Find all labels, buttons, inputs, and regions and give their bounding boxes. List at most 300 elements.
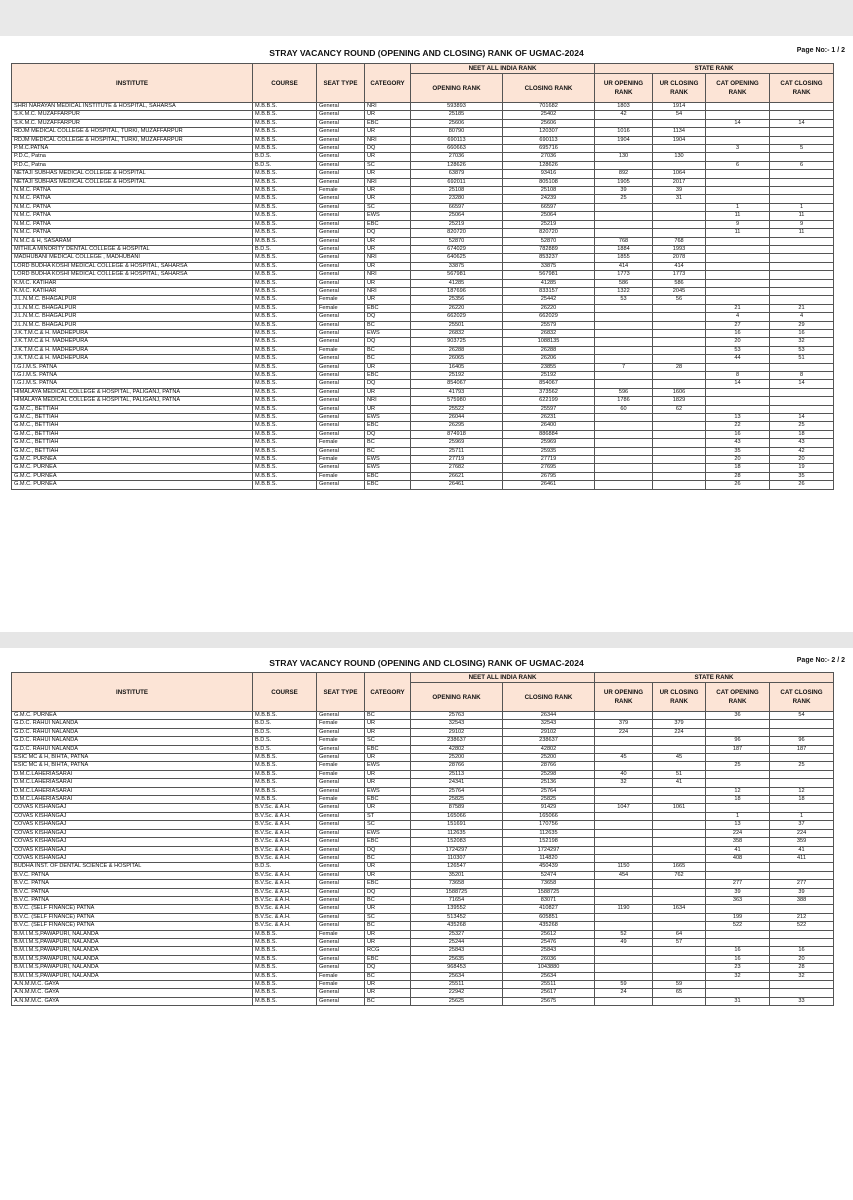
institute-cell: D.M.C.LAHERIASARAI bbox=[12, 770, 253, 778]
seat-type-cell: General bbox=[317, 103, 365, 111]
course-cell: B.V.Sc. & A.H. bbox=[253, 829, 317, 837]
opening-rank-cell: 80790 bbox=[411, 128, 503, 136]
ur-opening-rank-cell: 40 bbox=[595, 770, 653, 778]
opening-rank-cell: 674029 bbox=[411, 245, 503, 253]
opening-rank-cell: 575980 bbox=[411, 397, 503, 405]
institute-cell: BUDHA INST. OF DENTAL SCIENCE & HOSPITAL bbox=[12, 863, 253, 871]
closing-rank-cell: 820720 bbox=[503, 229, 595, 237]
cat-opening-rank-cell bbox=[706, 863, 770, 871]
opening-rank-cell: 660663 bbox=[411, 145, 503, 153]
table-row bbox=[12, 472, 834, 480]
cat-closing-rank-cell: 42 bbox=[770, 447, 834, 455]
table-row bbox=[12, 720, 834, 728]
cat-closing-rank-cell bbox=[770, 405, 834, 413]
seat-type-cell: General bbox=[317, 422, 365, 430]
seat-type-cell: General bbox=[317, 728, 365, 736]
opening-rank-cell: 25244 bbox=[411, 938, 503, 946]
course-cell: M.B.B.S. bbox=[253, 372, 317, 380]
cat-opening-rank-cell bbox=[706, 989, 770, 997]
ur-opening-rank-cell bbox=[595, 456, 653, 464]
seat-type-cell: Female bbox=[317, 972, 365, 980]
cat-closing-rank-cell bbox=[770, 863, 834, 871]
seat-type-cell: General bbox=[317, 271, 365, 279]
cat-closing-rank-cell: 8 bbox=[770, 372, 834, 380]
seat-type-cell: General bbox=[317, 481, 365, 489]
ur-closing-rank-cell: 2078 bbox=[653, 254, 706, 262]
table-row bbox=[12, 854, 834, 862]
seat-type-cell: General bbox=[317, 237, 365, 245]
category-cell: RCG bbox=[365, 947, 411, 955]
seat-type-cell: Female bbox=[317, 296, 365, 304]
course-cell: B.V.Sc. & A.H. bbox=[253, 821, 317, 829]
category-cell: UR bbox=[365, 187, 411, 195]
course-cell: M.B.B.S. bbox=[253, 212, 317, 220]
closing-rank-cell: 170756 bbox=[503, 821, 595, 829]
closing-rank-cell: 25476 bbox=[503, 938, 595, 946]
ur-opening-rank-cell bbox=[595, 414, 653, 422]
course-cell: M.B.B.S. bbox=[253, 279, 317, 287]
institute-cell: HIMALAYA MEDICAL COLLEGE & HOSPITAL, PALIGANJ, PATNA bbox=[12, 388, 253, 396]
institute-cell: N.M.C. PATNA bbox=[12, 229, 253, 237]
course-cell: M.B.B.S. bbox=[253, 770, 317, 778]
table-row bbox=[12, 128, 834, 136]
opening-rank-cell: 66597 bbox=[411, 203, 503, 211]
category-cell: UR bbox=[365, 262, 411, 270]
header-cat-opening-rank: CAT OPENING RANK bbox=[706, 74, 770, 103]
cat-closing-rank-cell bbox=[770, 930, 834, 938]
table-row bbox=[12, 439, 834, 447]
table-row bbox=[12, 329, 834, 337]
seat-type-cell: General bbox=[317, 779, 365, 787]
category-cell: EBC bbox=[365, 481, 411, 489]
seat-type-cell: General bbox=[317, 313, 365, 321]
opening-rank-cell: 26288 bbox=[411, 346, 503, 354]
institute-cell: NETAJI SUBHAS MEDICAL COLLEGE & HOSPITAL bbox=[12, 170, 253, 178]
seat-type-cell: General bbox=[317, 955, 365, 963]
ur-closing-rank-cell: 57 bbox=[653, 938, 706, 946]
table-row bbox=[12, 770, 834, 778]
header-category: CATEGORY bbox=[365, 673, 411, 712]
course-cell: M.B.B.S. bbox=[253, 296, 317, 304]
ur-closing-rank-cell: 1064 bbox=[653, 170, 706, 178]
institute-cell: S.K.M.C. MUZAFFARPUR bbox=[12, 119, 253, 127]
institute-cell: J.L.N.M.C. BHAGALPUR bbox=[12, 304, 253, 312]
category-cell: NRI bbox=[365, 136, 411, 144]
opening-rank-cell: 22942 bbox=[411, 989, 503, 997]
opening-rank-cell: 26621 bbox=[411, 472, 503, 480]
category-cell: DQ bbox=[365, 338, 411, 346]
category-cell: UR bbox=[365, 804, 411, 812]
table-row bbox=[12, 145, 834, 153]
seat-type-cell: General bbox=[317, 430, 365, 438]
course-cell: M.B.B.S. bbox=[253, 422, 317, 430]
seat-type-cell: General bbox=[317, 854, 365, 862]
opening-rank-cell: 52870 bbox=[411, 237, 503, 245]
ur-opening-rank-cell: 7 bbox=[595, 363, 653, 371]
table-row bbox=[12, 220, 834, 228]
cat-opening-rank-cell: 187 bbox=[706, 745, 770, 753]
course-cell: M.B.B.S. bbox=[253, 754, 317, 762]
cat-opening-rank-cell bbox=[706, 187, 770, 195]
opening-rank-cell: 128626 bbox=[411, 161, 503, 169]
table-row bbox=[12, 947, 834, 955]
closing-rank-cell: 25843 bbox=[503, 947, 595, 955]
institute-cell: N.M.C. PATNA bbox=[12, 212, 253, 220]
cat-closing-rank-cell: 12 bbox=[770, 787, 834, 795]
seat-type-cell: Female bbox=[317, 187, 365, 195]
course-cell: M.B.B.S. bbox=[253, 355, 317, 363]
course-cell: M.B.B.S. bbox=[253, 439, 317, 447]
ur-opening-rank-cell bbox=[595, 346, 653, 354]
ur-closing-rank-cell bbox=[653, 472, 706, 480]
category-cell: EBC bbox=[365, 422, 411, 430]
seat-type-cell: General bbox=[317, 245, 365, 253]
opening-rank-cell: 1588725 bbox=[411, 888, 503, 896]
closing-rank-cell: 782889 bbox=[503, 245, 595, 253]
opening-rank-cell: 903725 bbox=[411, 338, 503, 346]
cat-closing-rank-cell: 43 bbox=[770, 439, 834, 447]
ur-closing-rank-cell: 1634 bbox=[653, 905, 706, 913]
institute-cell: MADHUBANI MEDICAL COLLEGE , MADHUBANI bbox=[12, 254, 253, 262]
table-row bbox=[12, 279, 834, 287]
closing-rank-cell: 25825 bbox=[503, 796, 595, 804]
ur-closing-rank-cell bbox=[653, 888, 706, 896]
table-row bbox=[12, 388, 834, 396]
course-cell: M.B.B.S. bbox=[253, 964, 317, 972]
closing-rank-cell: 26795 bbox=[503, 472, 595, 480]
table-row bbox=[12, 922, 834, 930]
institute-cell: P.D.C, Patna bbox=[12, 153, 253, 161]
course-cell: M.B.B.S. bbox=[253, 220, 317, 228]
ur-closing-rank-cell bbox=[653, 313, 706, 321]
cat-opening-rank-cell: 20 bbox=[706, 338, 770, 346]
cat-closing-rank-cell: 1 bbox=[770, 203, 834, 211]
cat-closing-rank-cell: 25 bbox=[770, 422, 834, 430]
ur-closing-rank-cell: 130 bbox=[653, 153, 706, 161]
course-cell: M.B.B.S. bbox=[253, 930, 317, 938]
cat-closing-rank-cell bbox=[770, 720, 834, 728]
closing-rank-cell: 152198 bbox=[503, 838, 595, 846]
institute-cell: G.M.C. PURNEA bbox=[12, 472, 253, 480]
ur-closing-rank-cell bbox=[653, 955, 706, 963]
table-row bbox=[12, 930, 834, 938]
institute-cell: G.M.C. PURNEA bbox=[12, 464, 253, 472]
institute-cell: G.M.C. PURNEA bbox=[12, 712, 253, 720]
category-cell: BC bbox=[365, 972, 411, 980]
course-cell: M.B.B.S. bbox=[253, 170, 317, 178]
cat-opening-rank-cell bbox=[706, 938, 770, 946]
course-cell: M.B.B.S. bbox=[253, 414, 317, 422]
institute-cell: COVAS KISHANGAJ bbox=[12, 821, 253, 829]
institute-cell: B.V.C. PATNA bbox=[12, 888, 253, 896]
ur-closing-rank-cell: 586 bbox=[653, 279, 706, 287]
cat-closing-rank-cell: 224 bbox=[770, 829, 834, 837]
category-cell: BC bbox=[365, 997, 411, 1005]
seat-type-cell: General bbox=[317, 405, 365, 413]
closing-rank-cell: 93416 bbox=[503, 170, 595, 178]
table-row bbox=[12, 187, 834, 195]
institute-cell: I.G.I.M.S. PATNA bbox=[12, 372, 253, 380]
cat-closing-rank-cell bbox=[770, 111, 834, 119]
seat-type-cell: General bbox=[317, 279, 365, 287]
table-row bbox=[12, 397, 834, 405]
cat-closing-rank-cell: 14 bbox=[770, 380, 834, 388]
opening-rank-cell: 63879 bbox=[411, 170, 503, 178]
ur-closing-rank-cell bbox=[653, 913, 706, 921]
cat-opening-rank-cell: 13 bbox=[706, 414, 770, 422]
table-row bbox=[12, 103, 834, 111]
table-row bbox=[12, 363, 834, 371]
cat-opening-rank-cell bbox=[706, 871, 770, 879]
course-cell: M.B.B.S. bbox=[253, 237, 317, 245]
ur-closing-rank-cell bbox=[653, 737, 706, 745]
closing-rank-cell: 662029 bbox=[503, 313, 595, 321]
cat-opening-rank-cell: 39 bbox=[706, 888, 770, 896]
ur-closing-rank-cell: 28 bbox=[653, 363, 706, 371]
table-row bbox=[12, 796, 834, 804]
table-row bbox=[12, 464, 834, 472]
table-row bbox=[12, 737, 834, 745]
closing-rank-cell: 23855 bbox=[503, 363, 595, 371]
seat-type-cell: Female bbox=[317, 456, 365, 464]
header-institute: INSTITUTE bbox=[12, 673, 253, 712]
ur-closing-rank-cell: 1914 bbox=[653, 103, 706, 111]
table-row bbox=[12, 812, 834, 820]
seat-type-cell: General bbox=[317, 880, 365, 888]
table-row bbox=[12, 203, 834, 211]
cat-closing-rank-cell: 32 bbox=[770, 972, 834, 980]
cat-opening-rank-cell: 41 bbox=[706, 846, 770, 854]
closing-rank-cell: 435268 bbox=[503, 922, 595, 930]
opening-rank-cell: 874918 bbox=[411, 430, 503, 438]
course-cell: M.B.B.S. bbox=[253, 195, 317, 203]
opening-rank-cell: 25969 bbox=[411, 439, 503, 447]
ur-opening-rank-cell bbox=[595, 321, 653, 329]
cat-closing-rank-cell bbox=[770, 245, 834, 253]
course-cell: B.V.Sc. & A.H. bbox=[253, 838, 317, 846]
ur-opening-rank-cell bbox=[595, 854, 653, 862]
opening-rank-cell: 27719 bbox=[411, 456, 503, 464]
cat-opening-rank-cell: 21 bbox=[706, 304, 770, 312]
table-row bbox=[12, 779, 834, 787]
seat-type-cell: Female bbox=[317, 304, 365, 312]
closing-rank-cell: 26832 bbox=[503, 329, 595, 337]
opening-rank-cell: 640625 bbox=[411, 254, 503, 262]
ur-opening-rank-cell: 586 bbox=[595, 279, 653, 287]
category-cell: BC bbox=[365, 896, 411, 904]
table-row bbox=[12, 170, 834, 178]
closing-rank-cell: 25200 bbox=[503, 754, 595, 762]
cat-closing-rank-cell: 5 bbox=[770, 145, 834, 153]
table-row bbox=[12, 304, 834, 312]
opening-rank-cell: 152083 bbox=[411, 838, 503, 846]
ur-closing-rank-cell bbox=[653, 161, 706, 169]
cat-opening-rank-cell bbox=[706, 128, 770, 136]
institute-cell: I.G.I.M.S. PATNA bbox=[12, 380, 253, 388]
course-cell: M.B.B.S. bbox=[253, 981, 317, 989]
category-cell: UR bbox=[365, 989, 411, 997]
seat-type-cell: General bbox=[317, 220, 365, 228]
cat-closing-rank-cell: 18 bbox=[770, 430, 834, 438]
category-cell: UR bbox=[365, 153, 411, 161]
institute-cell: B.V.C. PATNA bbox=[12, 880, 253, 888]
closing-rank-cell: 112635 bbox=[503, 829, 595, 837]
table-row bbox=[12, 380, 834, 388]
ur-opening-rank-cell: 414 bbox=[595, 262, 653, 270]
opening-rank-cell: 25825 bbox=[411, 796, 503, 804]
ur-opening-rank-cell: 1150 bbox=[595, 863, 653, 871]
opening-rank-cell: 435268 bbox=[411, 922, 503, 930]
cat-closing-rank-cell: 212 bbox=[770, 913, 834, 921]
cat-opening-rank-cell: 43 bbox=[706, 439, 770, 447]
ur-closing-rank-cell bbox=[653, 414, 706, 422]
ur-opening-rank-cell bbox=[595, 229, 653, 237]
opening-rank-cell: 165066 bbox=[411, 812, 503, 820]
category-cell: DQ bbox=[365, 888, 411, 896]
category-cell: DQ bbox=[365, 313, 411, 321]
ur-closing-rank-cell: 768 bbox=[653, 237, 706, 245]
closing-rank-cell: 26461 bbox=[503, 481, 595, 489]
course-cell: B.D.S. bbox=[253, 161, 317, 169]
seat-type-cell: General bbox=[317, 754, 365, 762]
institute-cell: K.M.C. KATIHAR bbox=[12, 287, 253, 295]
ur-opening-rank-cell: 60 bbox=[595, 405, 653, 413]
institute-cell: G.D.C. RAHUI NALANDA bbox=[12, 745, 253, 753]
table-row bbox=[12, 447, 834, 455]
course-cell: M.B.B.S. bbox=[253, 989, 317, 997]
opening-rank-cell: 25764 bbox=[411, 787, 503, 795]
cat-opening-rank-cell bbox=[706, 111, 770, 119]
cat-closing-rank-cell: 14 bbox=[770, 119, 834, 127]
opening-rank-cell: 32543 bbox=[411, 720, 503, 728]
ur-closing-rank-cell: 1061 bbox=[653, 804, 706, 812]
seat-type-cell: General bbox=[317, 838, 365, 846]
cat-opening-rank-cell bbox=[706, 279, 770, 287]
category-cell: EBC bbox=[365, 955, 411, 963]
cat-opening-rank-cell: 36 bbox=[706, 712, 770, 720]
document-page-2 bbox=[0, 648, 853, 1200]
ur-closing-rank-cell bbox=[653, 439, 706, 447]
closing-rank-cell: 24239 bbox=[503, 195, 595, 203]
cat-opening-rank-cell bbox=[706, 388, 770, 396]
institute-cell: B.M.I.M.S,PAWAPURI, NALANDA bbox=[12, 947, 253, 955]
closing-rank-cell: 26220 bbox=[503, 304, 595, 312]
course-cell: M.B.B.S. bbox=[253, 111, 317, 119]
cat-closing-rank-cell bbox=[770, 388, 834, 396]
cat-closing-rank-cell: 51 bbox=[770, 355, 834, 363]
ur-closing-rank-cell bbox=[653, 964, 706, 972]
table-row bbox=[12, 938, 834, 946]
closing-rank-cell: 27719 bbox=[503, 456, 595, 464]
ur-closing-rank-cell: 56 bbox=[653, 296, 706, 304]
ur-closing-rank-cell bbox=[653, 346, 706, 354]
ur-closing-rank-cell bbox=[653, 922, 706, 930]
ur-closing-rank-cell: 1665 bbox=[653, 863, 706, 871]
category-cell: NRI bbox=[365, 271, 411, 279]
ur-closing-rank-cell bbox=[653, 329, 706, 337]
cat-closing-rank-cell bbox=[770, 871, 834, 879]
course-cell: B.V.Sc. & A.H. bbox=[253, 812, 317, 820]
course-cell: M.B.B.S. bbox=[253, 779, 317, 787]
opening-rank-cell: 513452 bbox=[411, 913, 503, 921]
course-cell: M.B.B.S. bbox=[253, 456, 317, 464]
cat-closing-rank-cell bbox=[770, 262, 834, 270]
ur-closing-rank-cell: 65 bbox=[653, 989, 706, 997]
course-cell: M.B.B.S. bbox=[253, 955, 317, 963]
table-row bbox=[12, 829, 834, 837]
table-row bbox=[12, 414, 834, 422]
ur-closing-rank-cell bbox=[653, 896, 706, 904]
closing-rank-cell: 1588725 bbox=[503, 888, 595, 896]
cat-closing-rank-cell bbox=[770, 195, 834, 203]
seat-type-cell: General bbox=[317, 905, 365, 913]
cat-opening-rank-cell: 26 bbox=[706, 481, 770, 489]
seat-type-cell: General bbox=[317, 363, 365, 371]
institute-cell: S.K.M.C. MUZAFFARPUR bbox=[12, 111, 253, 119]
cat-opening-rank-cell: 1 bbox=[706, 812, 770, 820]
course-cell: B.V.Sc. & A.H. bbox=[253, 913, 317, 921]
header-seat-type: SEAT TYPE bbox=[317, 64, 365, 103]
cat-closing-rank-cell: 359 bbox=[770, 838, 834, 846]
ur-opening-rank-cell: 42 bbox=[595, 111, 653, 119]
ur-opening-rank-cell: 1905 bbox=[595, 178, 653, 186]
opening-rank-cell: 567981 bbox=[411, 271, 503, 279]
institute-cell: B.V.C. (SELF FINANCE) PATNA bbox=[12, 922, 253, 930]
ur-closing-rank-cell: 62 bbox=[653, 405, 706, 413]
category-cell: UR bbox=[365, 363, 411, 371]
ur-closing-rank-cell: 414 bbox=[653, 262, 706, 270]
course-cell: M.B.B.S. bbox=[253, 103, 317, 111]
table-row bbox=[12, 229, 834, 237]
seat-type-cell: General bbox=[317, 262, 365, 270]
table-row bbox=[12, 989, 834, 997]
course-cell: B.D.S. bbox=[253, 153, 317, 161]
closing-rank-cell: 26344 bbox=[503, 712, 595, 720]
header-opening-rank: OPENING RANK bbox=[411, 683, 503, 712]
category-cell: EWS bbox=[365, 212, 411, 220]
seat-type-cell: General bbox=[317, 787, 365, 795]
institute-cell: RDJM MEDICAL COLLEGE & HOSPITAL, TURKI, MUZAFFARPUR bbox=[12, 136, 253, 144]
closing-rank-cell: 854067 bbox=[503, 380, 595, 388]
header-category: CATEGORY bbox=[365, 64, 411, 103]
ur-closing-rank-cell: 762 bbox=[653, 871, 706, 879]
category-cell: UR bbox=[365, 279, 411, 287]
institute-cell: COVAS KISHANGAJ bbox=[12, 829, 253, 837]
ur-closing-rank-cell: 1773 bbox=[653, 271, 706, 279]
cat-opening-rank-cell bbox=[706, 136, 770, 144]
rank-table-body bbox=[12, 103, 834, 490]
cat-opening-rank-cell bbox=[706, 103, 770, 111]
ur-opening-rank-cell: 25 bbox=[595, 195, 653, 203]
category-cell: BC bbox=[365, 447, 411, 455]
opening-rank-cell: 41285 bbox=[411, 279, 503, 287]
table-row bbox=[12, 712, 834, 720]
ur-opening-rank-cell bbox=[595, 439, 653, 447]
category-cell: DQ bbox=[365, 430, 411, 438]
header-cat-closing-rank: CAT CLOSING RANK bbox=[770, 74, 834, 103]
cat-opening-rank-cell bbox=[706, 363, 770, 371]
institute-cell: G.M.C., BETTIAH bbox=[12, 414, 253, 422]
institute-cell: LORD BUDHA KOSHI MEDICAL COLLEGE & HOSPITAL, SAHARSA bbox=[12, 271, 253, 279]
opening-rank-cell: 25219 bbox=[411, 220, 503, 228]
closing-rank-cell: 25617 bbox=[503, 989, 595, 997]
closing-rank-cell: 83071 bbox=[503, 896, 595, 904]
header-neet-group: NEET ALL INDIA RANK bbox=[411, 64, 595, 74]
cat-opening-rank-cell: 27 bbox=[706, 321, 770, 329]
institute-cell: I.G.I.M.S. PATNA bbox=[12, 363, 253, 371]
opening-rank-cell: 692011 bbox=[411, 178, 503, 186]
institute-cell: COVAS KISHANGAJ bbox=[12, 804, 253, 812]
